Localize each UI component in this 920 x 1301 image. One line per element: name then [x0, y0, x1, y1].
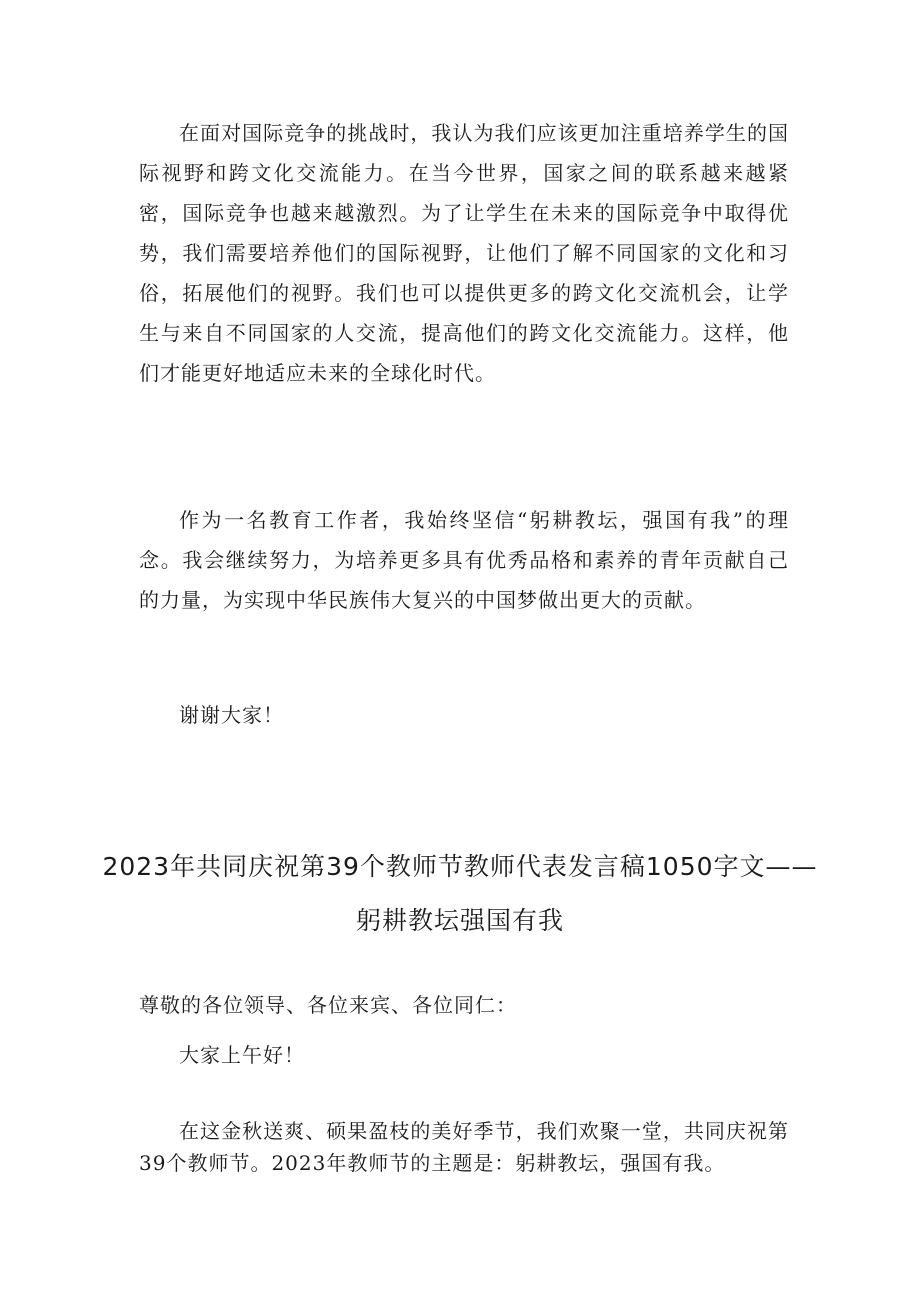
- paragraph-educator-belief: 作为一名教育工作者，我始终坚信“躬耕教坛，强国有我”的理念。我会继续努力，为培养更多具有优秀品格和素养的青年贡献自己的力量，为实现中华民族伟大复兴的中国梦做出更大的贡献。: [139, 508, 789, 612]
- greeting: 大家上午好！: [179, 1043, 305, 1067]
- paragraph-international-vision: 在面对国际竞争的挑战时，我认为我们应该更加注重培养学生的国际视野和跨文化交流能力。在当今世界，国家之间的联系越来越紧密，国际竞争也越来越激烈。为了让学生在未来的国际竞争中取得优势，我们需要培养他们的国际视野，让他们了解不同国家的文化和习俗，拓展他们的视野。我们也可以提供更多的跨文化交流机会，让学生与来自不同国家的人交流，提高他们的跨文化交流能力。这样，他们才能更好地适应未来的全球化时代。: [139, 121, 789, 385]
- document-title: 2023年共同庆祝第39个教师节教师代表发言稿1050字文——躬耕教坛强国有我: [102, 852, 818, 935]
- paragraph-intro: 在这金秋送爽、硕果盈枝的美好季节，我们欢聚一堂，共同庆祝第39个教师节。2023年教师节的主题是：躬耕教坛，强国有我。: [139, 1119, 789, 1175]
- paragraph-thanks: 谢谢大家！: [179, 703, 284, 727]
- salutation: 尊敬的各位领导、各位来宾、各位同仁：: [139, 993, 517, 1017]
